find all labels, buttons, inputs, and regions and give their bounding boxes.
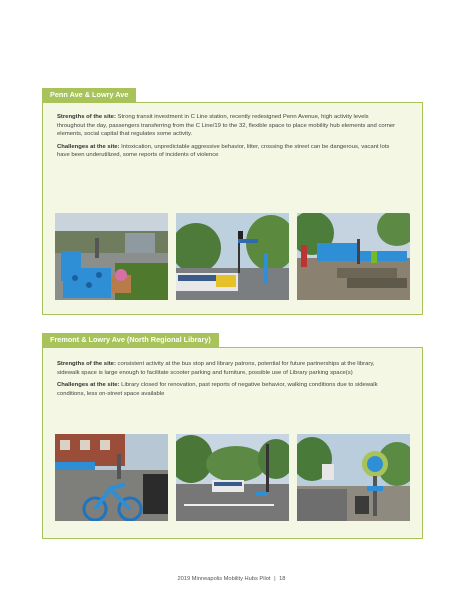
section-2-challenges: Challenges at the site: Library closed for renovation, past reports of negative behavior, walking conditions due to sidewalk conditions, less on-street space available [57, 381, 378, 397]
section-2-photos [55, 434, 410, 521]
photo-fremont-bikes [55, 434, 168, 521]
section-1-photos [55, 213, 410, 300]
page-number: 18 [279, 576, 286, 582]
photo-penn-hub-furniture [55, 213, 168, 300]
photo-penn-bus-street [176, 213, 289, 300]
section-2-strengths: Strengths of the site: consistent activity at the bus stop and library patrons, potential for future partnerships at the library, sidewalk space is large enough to facilitate scooter parking and furniture, possible use of Library parking space(s) [57, 361, 375, 376]
section-2-title: Fremont & Lowry Ave (North Regional Library) [42, 333, 219, 347]
footer-separator: | [274, 576, 276, 582]
section-1-title: Penn Ave & Lowry Ave [42, 88, 136, 102]
section-1-panel [42, 102, 423, 315]
page-footer [0, 576, 463, 582]
footer-text: 2019 Minneapolis Mobility Hubs Pilot [177, 576, 271, 582]
section-1-challenges: Challenges at the site: Intoxication, unpredictable aggressive behavior, litter, crossing the street can be dangerous, vacant lots have been underutilized, some reports of incidents of violence [57, 143, 390, 159]
section-1-text [57, 113, 397, 164]
section-2-text [57, 360, 397, 402]
section-2-panel [42, 347, 423, 539]
photo-fremont-go-sign [297, 434, 410, 521]
photo-fremont-bus-intersection [176, 434, 289, 521]
section-1-strengths: Strengths of the site: Strong transit investment in C Line station, recently redesigned Penn Avenue, high activity levels throughout the day, passengers transferring from the C Line/19 to the 32, flexible space to place mobility hub elements and corner elements, social capital that regulates some activity. [57, 114, 396, 138]
photo-penn-plaza [297, 213, 410, 300]
